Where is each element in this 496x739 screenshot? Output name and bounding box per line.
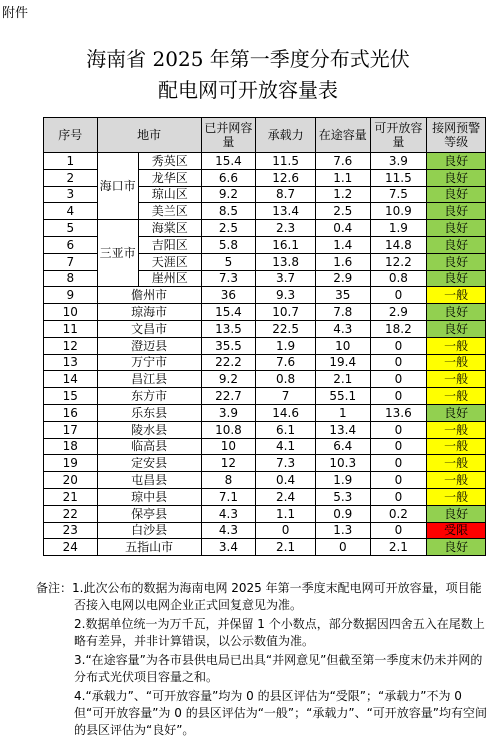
cell-region: 昌江县 [97,371,201,388]
cell-connected: 10.8 [201,421,256,438]
cell-group-haikou: 海口市 [97,153,138,220]
table-row [44,220,486,237]
cell-connected: 6.6 [201,169,256,186]
cell-region: 儋州市 [97,287,201,304]
table-row [44,354,486,371]
note-3 [38,652,493,686]
notes-label: 备注： [36,581,73,595]
cell-connected: 4.3 [201,505,256,522]
cell-seq: 14 [44,371,98,388]
table-row [44,153,486,170]
cell-in-construction: 0 [315,539,370,556]
cell-connected: 7.1 [201,488,256,505]
cell-in-construction: 4.3 [315,320,370,337]
cell-warning-level: 良好 [427,320,486,337]
notes-section [38,580,493,739]
cell-open-capacity: 18.2 [370,320,427,337]
table-row [44,304,486,321]
note-1-text: 1.此次公布的数据为海南电网 2025 年第一季度末配电网可开放容量，项目能否接入电网以电网企业正式回复意见为准。 [72,581,482,612]
cell-open-capacity: 0 [370,421,427,438]
cell-region: 屯昌县 [97,472,201,489]
cell-open-capacity: 0 [370,522,427,539]
cell-seq: 17 [44,421,98,438]
cell-seq: 12 [44,337,98,354]
capacity-table [43,117,486,556]
cell-in-construction: 6.4 [315,438,370,455]
cell-warning-level: 一般 [427,438,486,455]
table-row [44,522,486,539]
cell-warning-level: 良好 [427,153,486,170]
cell-open-capacity: 0.8 [370,270,427,287]
note-3-text: 3.“在途容量”为各市县供电局已出具“并网意见”但截至第一季度末仍未并网的分布式光伏项目容量之和。 [74,653,483,684]
cell-open-capacity: 2.9 [370,304,427,321]
cell-in-construction: 10 [315,337,370,354]
cell-warning-level: 一般 [427,421,486,438]
table-row [44,287,486,304]
cell-in-construction: 2.9 [315,270,370,287]
cell-connected: 22.7 [201,388,256,405]
cell-in-construction: 1.9 [315,472,370,489]
cell-in-construction: 35 [315,287,370,304]
cell-seq: 24 [44,539,98,556]
cell-warning-level: 良好 [427,304,486,321]
cell-warning-level: 一般 [427,287,486,304]
table-row [44,438,486,455]
cell-seq: 21 [44,488,98,505]
cell-seq: 11 [44,320,98,337]
cell-district: 天涯区 [138,253,201,270]
cell-open-capacity: 14.8 [370,236,427,253]
header-seq: 序号 [44,118,98,153]
cell-connected: 15.4 [201,153,256,170]
cell-seq: 10 [44,304,98,321]
cell-warning-level: 良好 [427,404,486,421]
cell-open-capacity: 0 [370,472,427,489]
cell-seq: 15 [44,388,98,405]
cell-district: 秀英区 [138,153,201,170]
cell-district: 美兰区 [138,203,201,220]
cell-district: 崖州区 [138,270,201,287]
cell-region: 乐东县 [97,404,201,421]
cell-connected: 3.4 [201,539,256,556]
cell-capacity: 9.3 [256,287,316,304]
cell-warning-level: 良好 [427,236,486,253]
cell-seq: 20 [44,472,98,489]
cell-connected: 35.5 [201,337,256,354]
table-row [44,404,486,421]
cell-capacity: 14.6 [256,404,316,421]
cell-warning-level: 良好 [427,203,486,220]
cell-open-capacity: 0 [370,388,427,405]
cell-capacity: 6.1 [256,421,316,438]
cell-connected: 15.4 [201,304,256,321]
cell-district: 吉阳区 [138,236,201,253]
cell-region: 定安县 [97,455,201,472]
cell-warning-level: 良好 [427,505,486,522]
cell-connected: 36 [201,287,256,304]
table-row [44,337,486,354]
cell-connected: 13.5 [201,320,256,337]
cell-in-construction: 7.8 [315,304,370,321]
cell-connected: 9.2 [201,371,256,388]
cell-warning-level: 一般 [427,488,486,505]
header-connected: 已并网容量 [201,118,256,153]
cell-capacity: 22.5 [256,320,316,337]
cell-capacity: 2.3 [256,220,316,237]
cell-capacity: 0 [256,522,316,539]
cell-in-construction: 1 [315,404,370,421]
cell-warning-level: 受限 [427,522,486,539]
cell-warning-level: 一般 [427,455,486,472]
cell-connected: 4.3 [201,522,256,539]
cell-in-construction: 2.1 [315,371,370,388]
cell-warning-level: 一般 [427,388,486,405]
note-4 [38,688,493,739]
cell-seq: 1 [44,153,98,170]
cell-capacity: 0.4 [256,472,316,489]
cell-region: 保亭县 [97,505,201,522]
cell-capacity: 13.8 [256,253,316,270]
cell-region: 东方市 [97,388,201,405]
table-row [44,455,486,472]
cell-in-construction: 0.9 [315,505,370,522]
cell-connected: 5 [201,253,256,270]
cell-connected: 22.2 [201,354,256,371]
header-region: 地市 [97,118,201,153]
table-row [44,421,486,438]
cell-seq: 19 [44,455,98,472]
cell-capacity: 1.9 [256,337,316,354]
cell-warning-level: 一般 [427,472,486,489]
header-in-construction: 在途容量 [315,118,370,153]
cell-connected: 3.9 [201,404,256,421]
page-subtitle: 配电网可开放容量表 [158,78,338,102]
cell-in-construction: 0.4 [315,220,370,237]
cell-capacity: 10.7 [256,304,316,321]
cell-open-capacity: 11.5 [370,169,427,186]
cell-region: 琼海市 [97,304,201,321]
cell-connected: 9.2 [201,186,256,203]
table-row [44,371,486,388]
cell-open-capacity: 12.2 [370,253,427,270]
cell-in-construction: 55.1 [315,388,370,405]
cell-district: 龙华区 [138,169,201,186]
table-body [44,153,486,556]
cell-region: 临高县 [97,438,201,455]
cell-connected: 8 [201,472,256,489]
cell-region: 澄迈县 [97,337,201,354]
cell-in-construction: 19.4 [315,354,370,371]
cell-district: 琼山区 [138,186,201,203]
cell-capacity: 13.4 [256,203,316,220]
cell-capacity: 3.7 [256,270,316,287]
cell-in-construction: 5.3 [315,488,370,505]
cell-open-capacity: 0 [370,371,427,388]
table-row [44,320,486,337]
cell-seq: 8 [44,270,98,287]
cell-district: 海棠区 [138,220,201,237]
cell-in-construction: 1.4 [315,236,370,253]
cell-open-capacity: 13.6 [370,404,427,421]
note-1 [38,580,493,614]
table-row [44,472,486,489]
cell-open-capacity: 10.9 [370,203,427,220]
cell-open-capacity: 0 [370,455,427,472]
cell-open-capacity: 0 [370,354,427,371]
cell-connected: 5.8 [201,236,256,253]
cell-capacity: 0.8 [256,371,316,388]
cell-capacity: 4.1 [256,438,316,455]
header-capacity: 承载力 [256,118,316,153]
attachment-label: 附件 [2,6,29,21]
cell-region: 万宁市 [97,354,201,371]
cell-seq: 9 [44,287,98,304]
cell-open-capacity: 0 [370,337,427,354]
cell-capacity: 1.1 [256,505,316,522]
cell-warning-level: 良好 [427,539,486,556]
cell-open-capacity: 1.9 [370,220,427,237]
cell-in-construction: 2.5 [315,203,370,220]
cell-region: 陵水县 [97,421,201,438]
cell-seq: 3 [44,186,98,203]
header-open-capacity: 可开放容量 [370,118,427,153]
cell-open-capacity: 3.9 [370,153,427,170]
cell-connected: 8.5 [201,203,256,220]
cell-warning-level: 一般 [427,371,486,388]
cell-warning-level: 良好 [427,253,486,270]
cell-seq: 13 [44,354,98,371]
cell-seq: 22 [44,505,98,522]
cell-capacity: 7 [256,388,316,405]
cell-in-construction: 1.6 [315,253,370,270]
cell-warning-level: 一般 [427,337,486,354]
table-row [44,488,486,505]
cell-in-construction: 10.3 [315,455,370,472]
cell-warning-level: 良好 [427,169,486,186]
cell-region: 白沙县 [97,522,201,539]
table-header-row [44,118,486,153]
cell-warning-level: 良好 [427,270,486,287]
cell-open-capacity: 0 [370,438,427,455]
cell-open-capacity: 2.1 [370,539,427,556]
cell-capacity: 16.1 [256,236,316,253]
cell-seq: 7 [44,253,98,270]
cell-capacity: 8.7 [256,186,316,203]
cell-in-construction: 13.4 [315,421,370,438]
page-title: 海南省 2025 年第一季度分布式光伏 [86,47,410,71]
cell-capacity: 11.5 [256,153,316,170]
cell-warning-level: 良好 [427,186,486,203]
cell-seq: 4 [44,203,98,220]
cell-seq: 5 [44,220,98,237]
cell-in-construction: 1.2 [315,186,370,203]
cell-in-construction: 1.1 [315,169,370,186]
cell-open-capacity: 0 [370,287,427,304]
cell-warning-level: 良好 [427,220,486,237]
cell-capacity: 7.6 [256,354,316,371]
cell-connected: 10 [201,438,256,455]
cell-group-sanya: 三亚市 [97,220,138,287]
cell-region: 文昌市 [97,320,201,337]
cell-region: 琼中县 [97,488,201,505]
cell-in-construction: 7.6 [315,153,370,170]
cell-capacity: 2.4 [256,488,316,505]
table-row [44,388,486,405]
cell-connected: 7.3 [201,270,256,287]
note-2 [38,616,493,650]
cell-seq: 2 [44,169,98,186]
cell-warning-level: 一般 [427,354,486,371]
cell-capacity: 12.6 [256,169,316,186]
cell-open-capacity: 0.2 [370,505,427,522]
cell-in-construction: 1.3 [315,522,370,539]
cell-connected: 12 [201,455,256,472]
header-warning-level: 接网预警等级 [427,118,486,153]
table-row [44,505,486,522]
cell-connected: 2.5 [201,220,256,237]
note-4-text: 4.“承载力”、“可开放容量”均为 0 的县区评估为“受限”；“承载力”不为 0 但“可开放容量”为 0 的县区评估为“一般”；“承载力”、“可开放容量”均有空间的县区评估为“良好”。 [74,689,488,737]
cell-seq: 16 [44,404,98,421]
cell-capacity: 7.3 [256,455,316,472]
cell-seq: 6 [44,236,98,253]
table-row [44,539,486,556]
cell-region: 五指山市 [97,539,201,556]
cell-open-capacity: 0 [370,488,427,505]
cell-seq: 23 [44,522,98,539]
cell-seq: 18 [44,438,98,455]
cell-capacity: 2.1 [256,539,316,556]
cell-open-capacity: 7.5 [370,186,427,203]
note-2-text: 2.数据单位统一为万千瓦，并保留 1 个小数点，部分数据因四舍五入在尾数上略有差异，并非计算错误，以公示数值为准。 [74,617,485,648]
